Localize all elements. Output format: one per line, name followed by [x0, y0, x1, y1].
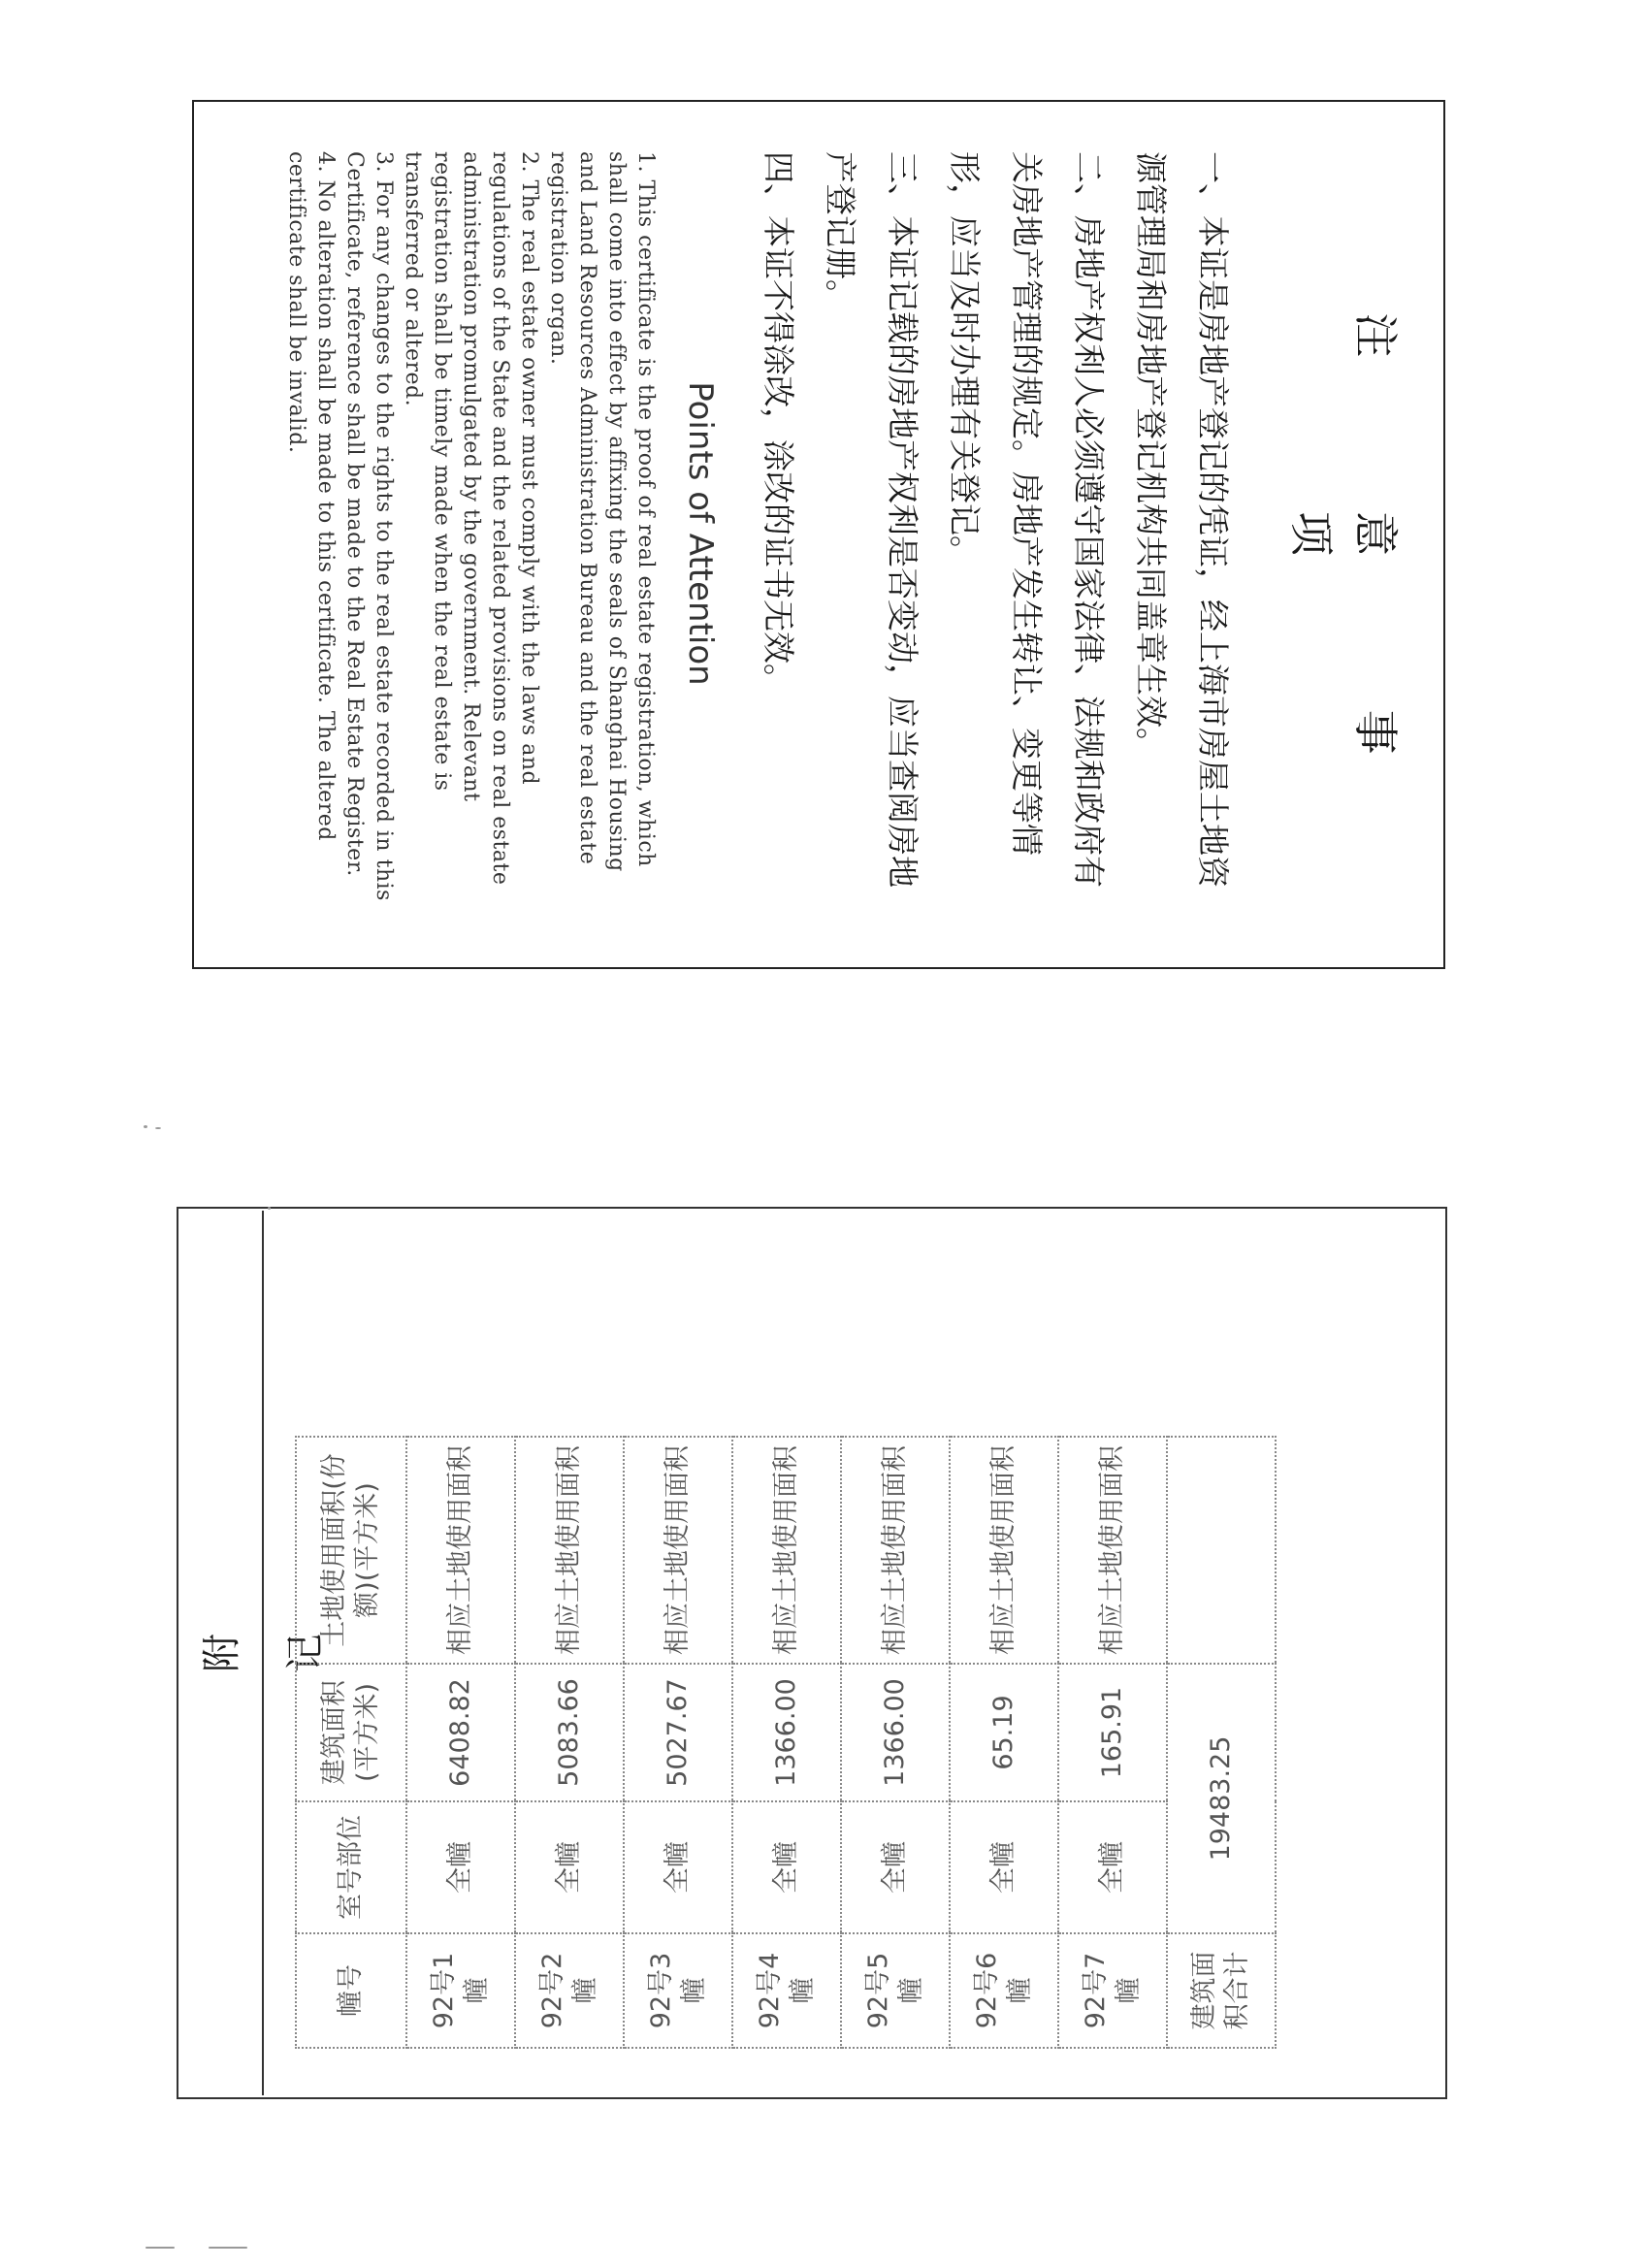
cell-land-area: 相应土地使用面积: [950, 1437, 1058, 1664]
cell-unit: 全幢: [1058, 1801, 1167, 1933]
notice-item-cn: 四、本证不得涂改，涂改的证书无效。: [760, 151, 797, 696]
notice-item-en: 4. No alteration shall be made to this certificate. The altered certificate shall be invalid.: [284, 151, 338, 841]
cell-building: 92号6幢: [950, 1933, 1058, 2048]
table-row: [841, 1437, 950, 2048]
cell-building: 92号4幢: [732, 1933, 841, 2048]
cell-building: 92号1幢: [406, 1933, 515, 2048]
header-land-area: 土地使用面积(份额)(平方米): [296, 1437, 406, 1664]
notice-item-en: 3. For any changes to the rights to the real estate recorded in this Certificate, reference shall be made to the Real Estate Register.: [342, 151, 396, 901]
scan-speck: [209, 2247, 247, 2249]
total-empty-cell: [1167, 1437, 1276, 1664]
cell-area: 1366.00: [841, 1664, 950, 1801]
scan-speck: [268, 1207, 271, 1210]
cell-land-area: 相应土地使用面积: [515, 1437, 624, 1664]
notice-panel: [192, 105, 1449, 962]
cell-area: 1366.00: [732, 1664, 841, 1801]
table-row: [406, 1437, 515, 2048]
table-row: [950, 1437, 1058, 2048]
table-row: [732, 1437, 841, 2048]
notice-item-cn: 一、本证是房地产登记的凭证，经上海市房屋土地资源管理局和房地产登记机构共同盖章生效。: [1132, 151, 1232, 888]
annex-title: 附 记: [180, 1211, 264, 2095]
notice-en-title: Points of Attention: [681, 381, 720, 686]
scan-speck: [146, 2247, 175, 2249]
cell-unit: 全幢: [732, 1801, 841, 1933]
header-building: 幢号: [296, 1933, 406, 2048]
total-row: [1167, 1437, 1276, 2048]
cell-area: 65.19: [950, 1664, 1058, 1801]
scan-speck: [144, 1125, 147, 1128]
scan-speck: [155, 1127, 161, 1129]
cell-building: 92号5幢: [841, 1933, 950, 2048]
notice-item-cn: 二、房地产权利人必须遵守国家法律、法规和政府有关房地产管理的规定。房地产发生转让、变更等情形，应当及时办理有关登记。: [946, 151, 1108, 888]
cell-unit: 全幢: [624, 1801, 732, 1933]
cell-area: 6408.82: [406, 1664, 515, 1801]
notice-item-en: 1. This certificate is the proof of real estate registration, which shall come into effect by affixing the seals of Shanghai Housing and Land Resources Administration Bureau and the real estate registration organ.: [546, 151, 658, 872]
notice-item-en: 2. The real estate owner must comply with the laws and regulations of the State and the related provisions on real estate administration promulgated by the government. Relevant registration shall be timely made when the real estate is transferred or altered.: [401, 151, 541, 886]
notice-title: 注 意 事 项: [1285, 312, 1402, 825]
cell-unit: 全幢: [406, 1801, 515, 1933]
annex-panel: [180, 1211, 1443, 2095]
cell-area: 5083.66: [515, 1664, 624, 1801]
cell-land-area: 相应土地使用面积: [624, 1437, 732, 1664]
total-label: 建筑面积合计: [1167, 1933, 1276, 2048]
table-row: [1058, 1437, 1167, 2048]
cell-land-area: 相应土地使用面积: [406, 1437, 515, 1664]
cell-unit: 全幢: [841, 1801, 950, 1933]
cell-building: 92号3幢: [624, 1933, 732, 2048]
cell-unit: 全幢: [950, 1801, 1058, 1933]
table-header-row: [296, 1437, 406, 2048]
cell-area: 5027.67: [624, 1664, 732, 1801]
cell-land-area: 相应土地使用面积: [841, 1437, 950, 1664]
header-unit: 室号部位: [296, 1801, 406, 1933]
header-area: 建筑面积(平方米): [296, 1664, 406, 1801]
notice-item-cn: 三、本证记载的房地产权利是否变动，应当查阅房地产登记册。: [822, 151, 922, 888]
cell-area: 165.91: [1058, 1664, 1167, 1801]
cell-land-area: 相应土地使用面积: [1058, 1437, 1167, 1664]
annex-table: [295, 1436, 1277, 2049]
table-row: [515, 1437, 624, 2048]
table-row: [624, 1437, 732, 2048]
cell-building: 92号2幢: [515, 1933, 624, 2048]
cell-building: 92号7幢: [1058, 1933, 1167, 2048]
total-value: 19483.25: [1167, 1664, 1276, 1933]
cell-unit: 全幢: [515, 1801, 624, 1933]
cell-land-area: 相应土地使用面积: [732, 1437, 841, 1664]
